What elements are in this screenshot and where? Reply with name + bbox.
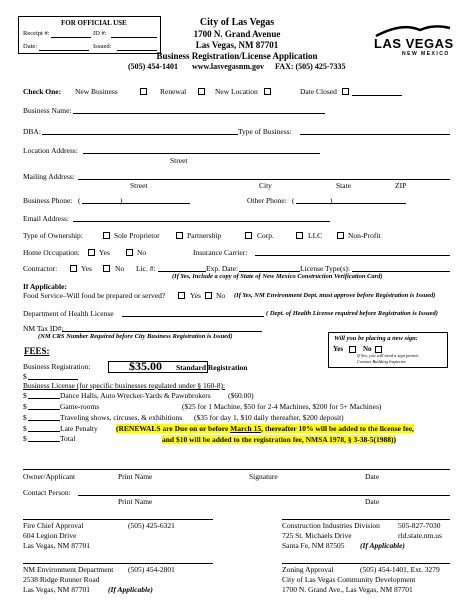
registration-amount: $35.00 (129, 359, 162, 373)
date-closed-line[interactable] (352, 95, 402, 96)
mailing-address-input[interactable] (78, 179, 450, 180)
check-one-label: Check One: (23, 87, 62, 96)
food-service-no-checkbox[interactable] (205, 292, 212, 299)
fee-row-label: Game-rooms (60, 402, 100, 411)
header-street: 1700 N. Grand Avenue (193, 29, 281, 39)
option-new-location-label: New Location (215, 87, 258, 96)
fee-row-detail: ($60.00) (228, 391, 254, 400)
home-occupation-label: Home Occupation: (23, 248, 80, 257)
exp-date-input[interactable] (239, 271, 300, 272)
business-name-input[interactable] (73, 113, 325, 114)
zoning-signature-line[interactable] (282, 563, 450, 564)
fees-title: FEES: (24, 346, 50, 356)
fee-row-label: Late Penalty (60, 424, 98, 433)
renewal-note-line-1 (116, 424, 414, 433)
fee-row-input[interactable] (28, 441, 60, 442)
date-closed-checkbox[interactable] (342, 88, 349, 95)
fee-row-input[interactable] (28, 398, 60, 399)
owner-signature-label: Signature (249, 472, 278, 481)
id-label: ID #: (93, 30, 107, 37)
business-registration-label: Business Registration: (23, 362, 91, 371)
cid-addr1: 725 St. Michaels Drive (282, 531, 352, 540)
non-profit-checkbox[interactable] (337, 232, 344, 239)
header-web[interactable]: www.lasvegasnm.gov (192, 62, 265, 71)
health-license-input[interactable] (122, 316, 264, 317)
date-label: Date: (23, 43, 38, 50)
header-phone: (505) 454-1401 (128, 62, 178, 71)
sole-proprietor-label: Sole Proprietor (114, 231, 160, 240)
fee-row-dollar: $ (23, 413, 27, 422)
receipt-label: Receipt #: (23, 30, 50, 37)
logo-sub-text: NEW MEXICO (402, 51, 450, 57)
exp-date-label: Exp. Date: (206, 264, 239, 273)
renewal-text-a: (RENEWALS are Due on or before (116, 424, 231, 433)
ownership-label: Type of Ownership: (23, 231, 83, 240)
contact-date-label: Date (365, 497, 380, 506)
sign-no-checkbox[interactable] (375, 346, 382, 353)
zoning-addr1: City of Las Vegas Community Development (282, 575, 416, 584)
other-phone-input[interactable] (296, 203, 406, 204)
contractor-yes-label: Yes (81, 264, 92, 273)
mailing-city-caption: City (259, 181, 272, 190)
header-city: City of Las Vegas (199, 17, 275, 28)
zoning-phone: (505) 454-1401, Ext. 3279 (360, 565, 440, 574)
standard-registration-label: Standard Registration (176, 363, 248, 372)
license-types-label: License Type(s): (300, 264, 350, 273)
lic-input[interactable] (158, 271, 206, 272)
business-phone-paren-close: ) (120, 196, 123, 205)
sign-no-label: No (363, 345, 372, 353)
food-service-note: (If Yes, NM Environment Dept. must approve before Registration is Issued) (234, 292, 436, 299)
food-service-yes-checkbox[interactable] (178, 292, 185, 299)
owner-print-name-label: Print Name (118, 472, 153, 481)
other-phone-paren-close: ) (330, 196, 333, 205)
fire-chief-signature-line[interactable] (23, 519, 213, 520)
fire-chief-phone: (505) 425-6321 (128, 521, 175, 530)
home-occupation-no-checkbox[interactable] (126, 249, 133, 256)
fee-dollar-sign: $ (23, 372, 27, 381)
other-phone-label: Other Phone: (247, 196, 287, 205)
type-of-business-input[interactable] (300, 134, 450, 135)
tax-note: (NM CRS Number Required before City Business Registration is Issued) (38, 333, 233, 340)
fee-row-label: Traveling shows, circuses, & exhibitions (60, 413, 183, 422)
email-input[interactable] (73, 221, 330, 222)
mailing-state-caption: State (336, 181, 351, 190)
official-use-title: FOR OFFICIAL USE (61, 19, 127, 27)
fee-row-detail: ($25 for 1 Machine, $50 for 2-4 Machines, $200 for 5+ Machines) (182, 402, 382, 411)
logo-main-text: LAS VEGAS (374, 36, 454, 51)
fee-row-label: Dance Halls, Auto Wrecker-Yards & Pawnbrokers (60, 391, 211, 400)
option-renewal-label: Renewal (160, 87, 187, 96)
location-address-input[interactable] (83, 153, 320, 154)
insurance-carrier-label: Insurance Carrier: (193, 248, 248, 257)
business-phone-label: Business Phone: (23, 196, 73, 205)
mailing-street-caption: Street (130, 181, 148, 190)
nmed-note: (If Applicable) (108, 585, 153, 594)
food-service-label: Food Service–Will food be prepared or served? (23, 291, 166, 300)
renewal-note-line-2: and $10 will be added to the registration fee, NMSA 1978, § 3-38-5(1988)) (162, 435, 397, 444)
zoning-addr2: 1700 N. Grand Ave., Las Vegas, NM 87701 (282, 585, 413, 594)
renewal-date: March 15 (230, 424, 262, 433)
form-title: Business Registration/License Application (156, 51, 318, 61)
nmed-name: NM Environment Department (23, 565, 114, 574)
health-license-note: ( Dept. of Health License required before Registration is Issued) (266, 310, 438, 317)
fee-row-dollar: $ (23, 424, 27, 433)
food-service-yes-label: Yes (190, 291, 201, 300)
home-occupation-no-label: No (137, 248, 147, 257)
cid-note: (If Applicable) (360, 541, 405, 550)
type-of-business-label: Type of Business: (238, 127, 292, 136)
owner-applicant-label: Owner/Applicant (23, 472, 76, 481)
contractor-no-checkbox[interactable] (103, 265, 110, 272)
nmed-phone: (505) 454-2801 (128, 565, 175, 574)
nm-tax-label: NM Tax ID#: (23, 324, 64, 333)
owner-date-label: Date (365, 472, 380, 481)
mailing-address-label: Mailing Address: (23, 172, 75, 181)
business-phone-paren-open: ( (78, 196, 81, 205)
las-vegas-logo (372, 20, 454, 64)
business-license-header: Business License (for specific businesses regulated under § 160-8): (23, 381, 226, 390)
nmed-addr1: 2538 Ridge Runner Road (23, 575, 100, 584)
contact-person-input[interactable] (78, 495, 450, 496)
registration-total-input[interactable] (28, 379, 78, 380)
location-street-caption: Street (170, 156, 188, 165)
zoning-name: Zoning Approval (282, 565, 334, 574)
non-profit-label: Non-Profit (348, 231, 381, 240)
header-citystatezip: Las Vegas, NM 87701 (195, 40, 279, 50)
fee-row-label: Total (60, 434, 76, 443)
renewal-checkbox[interactable] (198, 88, 205, 95)
contact-person-label: Contact Person: (23, 488, 71, 497)
mailing-zip-caption: ZIP (395, 181, 407, 190)
corp-label: Corp. (257, 231, 274, 240)
fee-row-input[interactable] (28, 409, 60, 410)
cid-phone: 505-827-7030 (398, 521, 441, 530)
fee-row-input[interactable] (28, 431, 60, 432)
new-business-checkbox[interactable] (140, 88, 147, 95)
home-occupation-yes-label: Yes (99, 248, 110, 257)
license-types-input[interactable] (352, 271, 450, 272)
fee-row-input[interactable] (28, 420, 60, 421)
fee-row-dollar: $ (23, 391, 27, 400)
insurance-carrier-input[interactable] (255, 255, 450, 256)
llc-checkbox[interactable] (296, 232, 303, 239)
option-date-closed-label: Date Closed (300, 87, 337, 96)
nmed-addr2: Las Vegas, NM 87701 (23, 585, 90, 594)
cid-name: Construction Industries Division (282, 521, 380, 530)
business-phone-input[interactable] (82, 203, 190, 204)
sign-question: Will you be placing a new sign: (334, 335, 418, 342)
sole-proprietor-checkbox[interactable] (103, 232, 110, 239)
fire-chief-name: Fire Chief Approval (23, 521, 84, 530)
fee-row-dollar: $ (23, 402, 27, 411)
header-fax: FAX: (505) 425-7335 (275, 62, 346, 71)
contractor-note: (If Yes, Include a copy of State of New Mexico Construction Verification Card) (172, 273, 383, 280)
cid-addr2: Santa Fe, NM 87505 (282, 541, 345, 550)
corp-checkbox[interactable] (245, 232, 252, 239)
dba-input[interactable] (42, 134, 238, 135)
applicable-title: If Applicable: (23, 282, 67, 291)
fee-row-dollar: $ (23, 434, 27, 443)
cid-signature-line[interactable] (282, 519, 450, 520)
issued-label: Issued: (93, 43, 112, 50)
home-occupation-yes-checkbox[interactable] (88, 249, 95, 256)
other-phone-paren-open: ( (292, 196, 295, 205)
email-label: Email Address: (23, 214, 70, 223)
cid-website[interactable]: rld.state.nm.us (398, 531, 442, 540)
dba-label: DBA: (23, 127, 41, 136)
sign-note-2: Contact Building Inspector. (357, 359, 407, 364)
sign-yes-checkbox[interactable] (349, 346, 356, 353)
partnership-label: Partnership (187, 231, 222, 240)
sign-note-1: If Yes, you will need a sign permit. (357, 353, 419, 358)
renewal-text-b: , thereafter 10% will be added to the license fee, (261, 424, 414, 433)
food-service-no-label: No (216, 291, 226, 300)
contact-print-name-label: Print Name (118, 497, 153, 506)
fire-chief-addr1: 604 Legion Drive (23, 531, 77, 540)
sign-box (328, 332, 448, 368)
lic-label: Lic. #: (136, 264, 156, 273)
owner-signature-line[interactable] (23, 469, 450, 470)
option-new-business-label: New Business (75, 87, 118, 96)
llc-label: LLC (308, 231, 323, 240)
contractor-yes-checkbox[interactable] (70, 265, 77, 272)
contractor-label: Contractor: (23, 264, 58, 273)
nm-tax-input[interactable] (62, 331, 262, 332)
nmed-signature-line[interactable] (23, 563, 213, 564)
fee-row-detail: ($35 for day 1, $10 daily thereafter, $200 deposit) (194, 413, 344, 422)
sign-yes-label: Yes (333, 345, 344, 353)
fire-chief-addr2: Las Vegas, NM 87701 (23, 541, 90, 550)
location-address-label: Location Address: (23, 146, 78, 155)
contractor-no-label: No (115, 264, 125, 273)
business-name-label: Business Name: (23, 106, 72, 115)
health-license-label: Department of Health License (23, 309, 114, 318)
new-location-checkbox[interactable] (264, 88, 271, 95)
partnership-checkbox[interactable] (176, 232, 183, 239)
